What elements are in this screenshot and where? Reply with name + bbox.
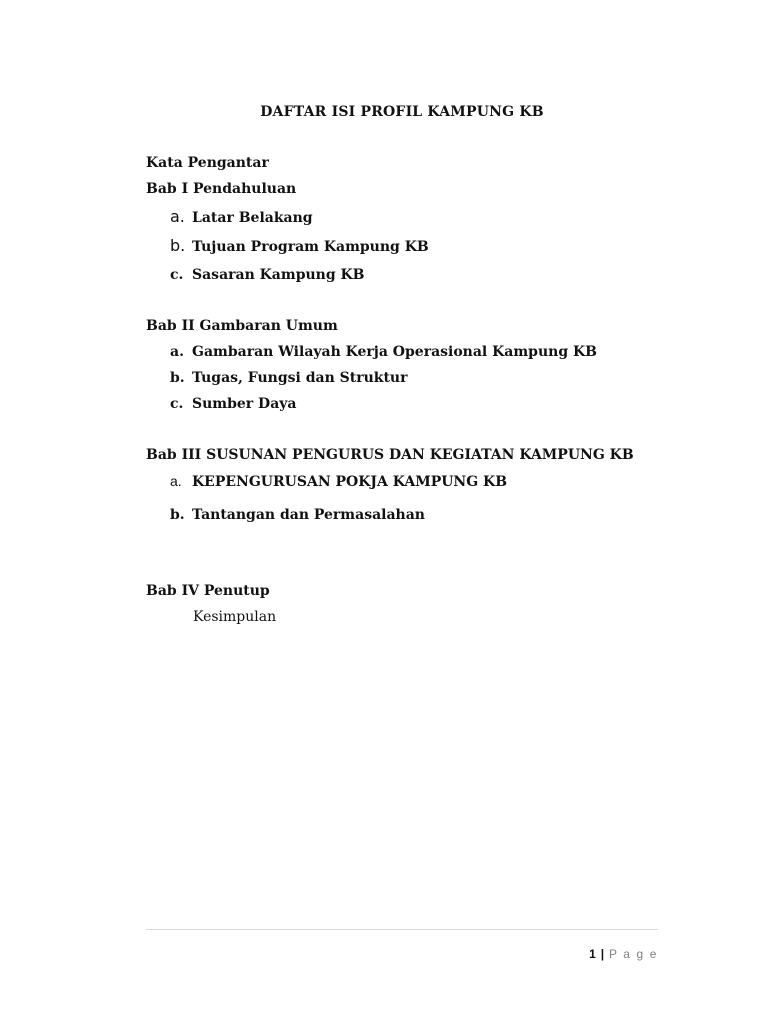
- toc-kata-pengantar: Kata Pengantar: [146, 155, 269, 171]
- toc-bab2-item-c: [170, 396, 296, 412]
- toc-bab4-heading: Bab IV Penutup: [146, 583, 270, 599]
- toc-bab3-heading: Bab III SUSUNAN PENGURUS DAN KEGIATAN KAMPUNG KB: [146, 447, 634, 463]
- toc-bab3-item-b: [170, 507, 425, 523]
- toc-bab1-item-a: [170, 207, 313, 226]
- list-item-text: Gambaran Wilayah Kerja Operasional Kampung KB: [192, 344, 597, 360]
- list-item-text: Tujuan Program Kampung KB: [192, 239, 429, 255]
- list-item-text: Sumber Daya: [192, 396, 297, 412]
- list-item-text: KEPENGURUSAN POKJA KAMPUNG KB: [192, 474, 508, 490]
- page-title: DAFTAR ISI PROFIL KAMPUNG KB: [260, 104, 544, 120]
- toc-bab2-item-a: [170, 344, 597, 360]
- list-item-text: Tantangan dan Permasalahan: [192, 507, 425, 523]
- toc-bab2-item-b: [170, 370, 407, 386]
- list-marker: a.: [170, 207, 185, 226]
- list-marker: c.: [170, 267, 184, 283]
- list-marker: c.: [170, 396, 184, 412]
- page-footer: [589, 947, 658, 961]
- list-marker: b.: [170, 507, 185, 523]
- toc-bab3-item-a: [170, 473, 507, 490]
- page-number: 1: [589, 947, 596, 961]
- toc-bab2-heading: Bab II Gambaran Umum: [146, 318, 338, 334]
- footer-divider: [146, 929, 658, 930]
- list-item-text: Tugas, Fungsi dan Struktur: [192, 370, 408, 386]
- list-marker: b.: [170, 370, 185, 386]
- toc-bab1-item-c: [170, 267, 365, 283]
- list-item-text: Sasaran Kampung KB: [192, 267, 365, 283]
- list-marker: a.: [170, 344, 184, 360]
- toc-bab1-item-b: [170, 236, 429, 255]
- footer-separator: |: [600, 947, 605, 961]
- page-label: P a g e: [608, 947, 658, 961]
- toc-bab1-heading: Bab I Pendahuluan: [146, 181, 297, 197]
- list-item-text: Latar Belakang: [192, 210, 313, 226]
- toc-bab4-sub: Kesimpulan: [193, 609, 277, 625]
- list-marker: a.: [170, 473, 182, 489]
- list-marker: b.: [170, 236, 186, 255]
